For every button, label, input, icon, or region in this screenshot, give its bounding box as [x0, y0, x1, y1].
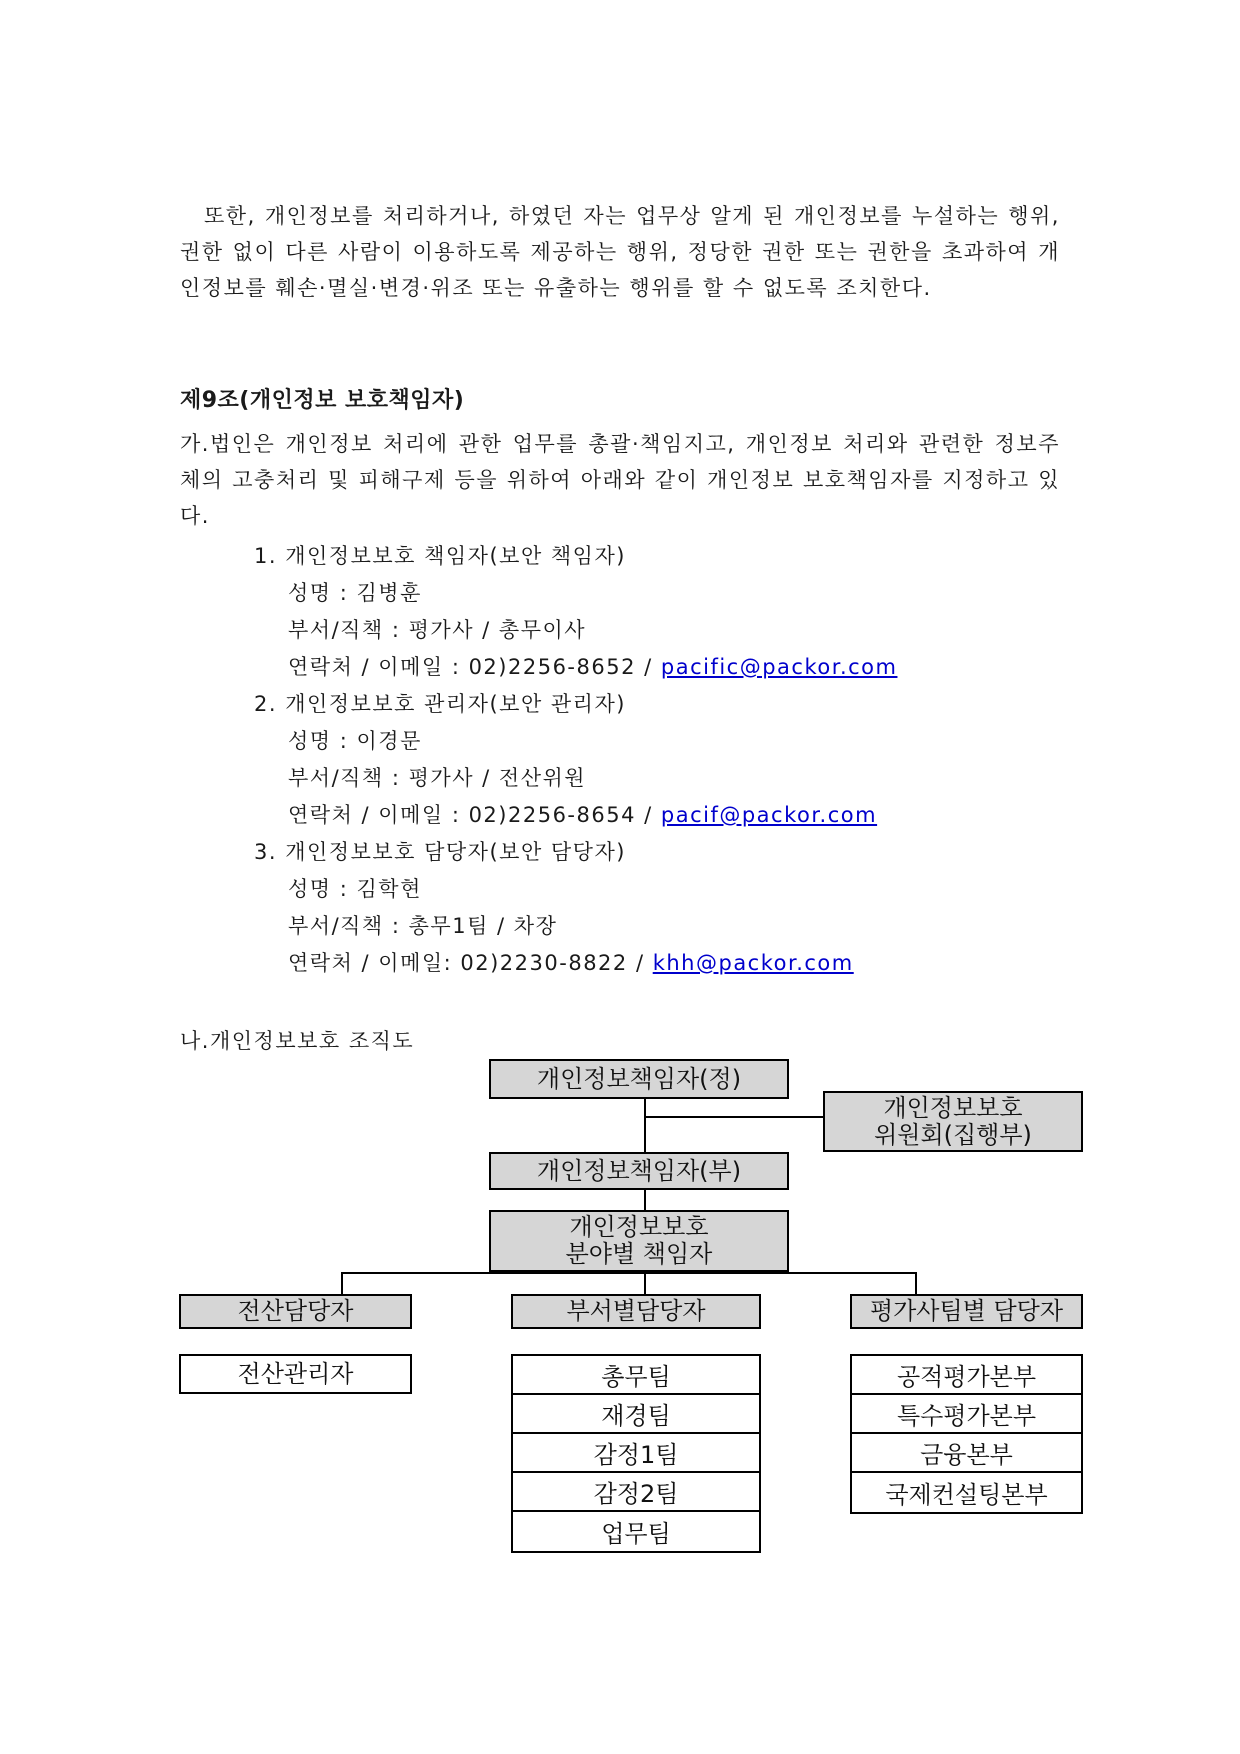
person-1-dept: 부서/직책 : 평가사 / 총무이사 [288, 618, 587, 642]
org-unit-operations: 업무팀 [601, 1520, 671, 1548]
person-1-name: 성명 : 김병훈 [288, 581, 422, 605]
org-unit-appraisal-2: 감정2팀 [513, 1473, 759, 1512]
connector-field-down [644, 1272, 646, 1294]
org-field-line-1: 개인정보보호 [569, 1213, 709, 1241]
org-box-field [489, 1210, 789, 1272]
org-box-deputy: 개인정보책임자(부) [489, 1152, 789, 1190]
org-chart-heading: 나.개인정보보호 조직도 [180, 1029, 415, 1053]
person-1-contact-text: 연락처 / 이메일 : 02)2256-8652 / [288, 655, 661, 679]
org-unit-general-affairs: 총무팀 [513, 1356, 759, 1395]
person-3-email-link[interactable]: khh@packor.com [652, 951, 854, 975]
org-branch-it: 전산담당자 [179, 1294, 412, 1329]
org-unit-stack-departments [511, 1354, 761, 1553]
org-committee-line-2: 위원회(집행부) [874, 1120, 1032, 1149]
person-3-heading: 3. 개인정보보호 담당자(보안 담당자) [254, 840, 626, 864]
paragraph-ga: 가.법인은 개인정보 처리에 관한 업무를 총괄·책임지고, 개인정보 처리와 관련한 정보주체의 고충처리 및 피해구제 등을 위하여 아래와 같이 개인정보 보호책임자를 지정하고 있다. [180, 432, 1060, 528]
org-branch-appraiser-teams: 평가사팀별 담당자 [850, 1294, 1083, 1329]
person-2-contact-text: 연락처 / 이메일 : 02)2256-8654 / [288, 803, 661, 827]
section-title: 제9조(개인정보 보호책임자) [180, 388, 465, 413]
connector-branch-left [341, 1272, 343, 1294]
org-unit-appraisal-1: 감정1팀 [513, 1434, 759, 1473]
person-1-email-link[interactable]: pacific@packor.com [660, 655, 898, 679]
person-2-dept: 부서/직책 : 평가사 / 전산위원 [288, 766, 587, 790]
intro-paragraph: 또한, 개인정보를 처리하거나, 하였던 자는 업무상 알게 된 개인정보를 누설하는 행위, 권한 없이 다른 사람이 이용하도록 제공하는 행위, 정당한 권한 또는 권한을 초과하여 개인정보를 훼손·멸실·변경·위조 또는 유출하는 행위를 할 수 없도록 조치한다. [180, 204, 1060, 300]
org-committee-line-1: 개인정보보호 [883, 1093, 1023, 1122]
org-unit-special-appraisal: 특수평가본부 [852, 1395, 1081, 1434]
person-3-dept: 부서/직책 : 총무1팀 / 차장 [288, 914, 558, 938]
person-3-contact-text: 연락처 / 이메일: 02)2230-8822 / [288, 951, 653, 975]
connector-chief-deputy [644, 1099, 646, 1160]
org-unit-it-manager: 전산관리자 [179, 1354, 412, 1394]
connector-deputy-field [644, 1190, 646, 1210]
person-2-heading: 2. 개인정보보호 관리자(보안 관리자) [254, 692, 626, 716]
org-unit-finance-division: 금융본부 [852, 1434, 1081, 1473]
connector-branch-right [915, 1272, 917, 1294]
org-branch-departments: 부서별담당자 [511, 1294, 761, 1329]
person-2-name: 성명 : 이경문 [288, 729, 422, 753]
org-box-chief: 개인정보책임자(정) [489, 1059, 789, 1099]
org-unit-finance: 재경팀 [513, 1395, 759, 1434]
connector-branch-bar [341, 1272, 917, 1274]
person-3-contact [288, 947, 854, 977]
person-1-contact [288, 651, 897, 681]
org-box-committee [823, 1091, 1083, 1152]
org-field-line-2: 분야별 책임자 [565, 1240, 713, 1268]
org-unit-intl-consulting: 국제컨설팅본부 [885, 1481, 1048, 1509]
person-2-contact [288, 799, 877, 829]
person-3-name: 성명 : 김학현 [288, 877, 422, 901]
org-unit-public-appraisal: 공적평가본부 [852, 1356, 1081, 1395]
org-unit-stack-appraiser [850, 1354, 1083, 1514]
connector-committee [645, 1116, 825, 1118]
person-2-email-link[interactable]: pacif@packor.com [660, 803, 878, 827]
person-1-heading: 1. 개인정보보호 책임자(보안 책임자) [254, 544, 626, 568]
